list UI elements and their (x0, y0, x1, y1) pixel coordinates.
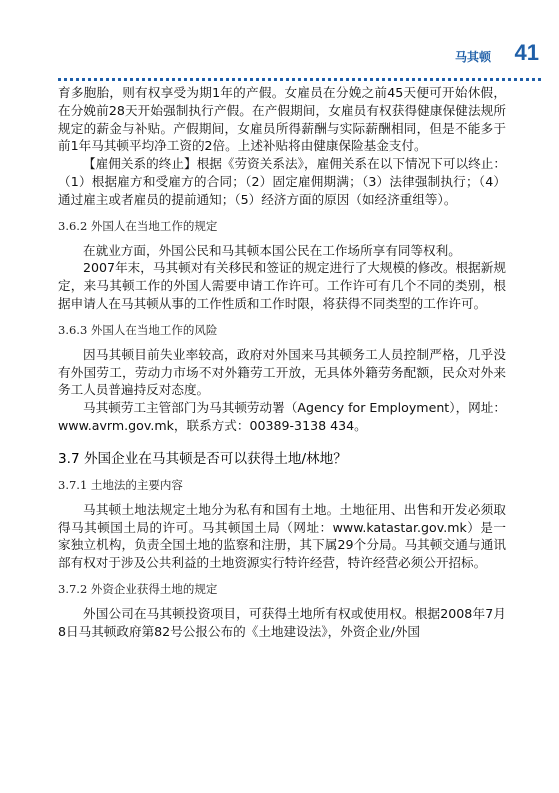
header-dotted-rule (58, 78, 541, 81)
paragraph-land-law: 马其顿土地法规定土地分为私有和国有土地。土地征用、出售和开发必须取得马其顿国土局的许可。马其顿国土局（网址：www.katastar.gov.mk）是一家独立机构，负责全国土地的监察和注册，其下属29个分局。马其顿交通与通讯部有权对于涉及公共利益的土地资源实行特许经营，特许经营必须公开招标。 (58, 501, 506, 571)
page-header (0, 38, 559, 82)
paragraph-equal-rights: 在就业方面，外国公民和马其顿本国公民在工作场所享有同等权利。 (83, 242, 461, 258)
paragraph-employment-termination: 【雇佣关系的终止】根据《劳资关系法》，雇佣关系在以下情况下可以终止：（1）根据雇方和受雇方的合同；（2）固定雇佣期满；（3）法律强制执行；（4）通过雇主或者雇员的提前通知；（5）经济方面的原因（如经济重组等）。 (58, 156, 506, 207)
paragraph-maternity-leave: 育多胞胎，则有权享受为期1年的产假。女雇员在分娩之前45天便可开始休假，在分娩前28天开始强制执行产假。在产假期间，女雇员有权获得健康保健法规所规定的薪金与补贴。产假期间，女雇员所得薪酬与实际薪酬相同，但是不能多于前1年马其顿平均净工资的2倍。上述补贴将由健康保险基金支付。 (58, 85, 506, 154)
page-number: 41 (514, 40, 539, 65)
paragraph-labor-agency: 马其顿劳工主管部门为马其顿劳动署（Agency for Employment），网址： www.avrm.gov.mk，联系方式：00389-3138 434。 (58, 400, 506, 433)
running-header-country: 马其顿 (454, 50, 491, 64)
subsection-heading-3-6-3: 3.6.3 外国人在当地工作的风险 (58, 322, 218, 337)
paragraph-unemployment-risk: 因马其顿目前失业率较高，政府对外国来马其顿务工人员控制严格，几乎没有外国劳工，劳动力市场不对外籍劳工开放，无具体外籍劳务配额，民众对外来务工人员普遍持反对态度。 (58, 346, 506, 398)
subsection-heading-3-6-2: 3.6.2 外国人在当地工作的规定 (58, 218, 218, 233)
paragraph-foreign-land-acquisition: 外国公司在马其顿投资项目，可获得土地所有权或使用权。根据2008年7月8日马其顿政府第82号公报公布的《土地建设法》，外资企业/外国 (58, 605, 506, 639)
section-heading-3-7: 3.7 外国企业在马其顿是否可以获得土地/林地？ (58, 450, 347, 467)
paragraph-work-permits: 2007年末，马其顿对有关移民和签证的规定进行了大规模的修改。根据新规定，来马其顿工作的外国人需要申请工作许可。工作许可有几个不同的类别，根据申请人在马其顿从事的工作性质和工作时限，将获得不同类型的工作许可。 (58, 260, 506, 311)
subsection-heading-3-7-1: 3.7.1 土地法的主要内容 (58, 477, 183, 492)
subsection-heading-3-7-2: 3.7.2 外资企业获得土地的规定 (58, 581, 218, 596)
page-body (58, 84, 506, 641)
